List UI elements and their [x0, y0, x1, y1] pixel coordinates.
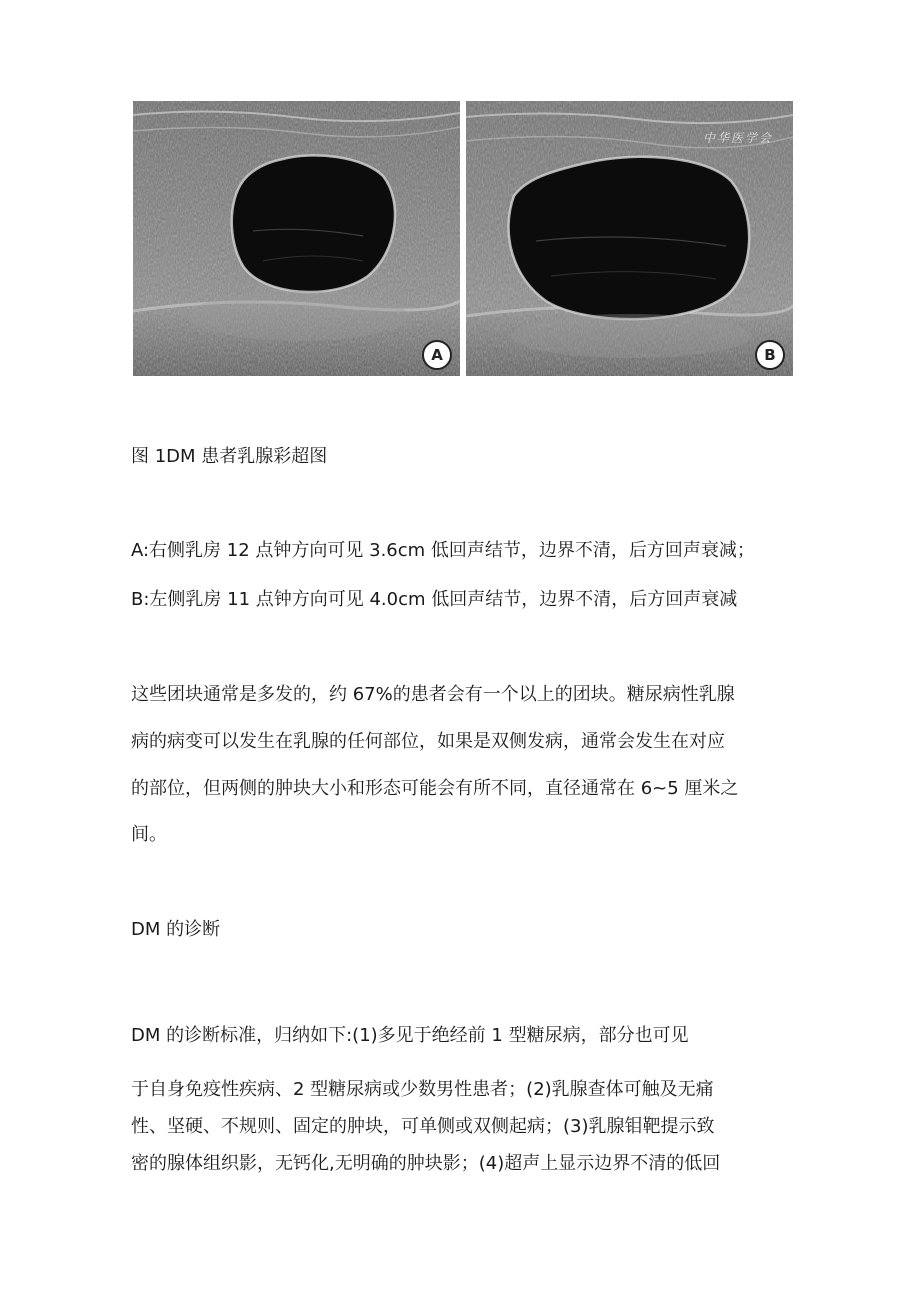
panel-label-b: B [755, 340, 785, 370]
paragraph1-line-3: 的部位，但两侧的肿块大小和形态可能会有所不同，直径通常在 6~5 厘米之 [131, 778, 739, 799]
paragraph2-line-4: 密的腺体组织影，无钙化,无明确的肿块影；(4)超声上显示边界不清的低回 [131, 1153, 721, 1174]
legend-line-b: B:左侧乳房 11 点钟方向可见 4.0cm 低回声结节，边界不清，后方回声衰减 [131, 589, 738, 610]
panel-label-a: A [422, 340, 452, 370]
paragraph2-line-2: 于自身免疫性疾病、2 型糖尿病或少数男性患者；(2)乳腺查体可触及无痛 [131, 1079, 714, 1100]
ultrasound-image-a [133, 101, 460, 376]
paragraph2-line-3: 性、坚硬、不规则、固定的肿块，可单侧或双侧起病；(3)乳腺钼靶提示致 [131, 1116, 715, 1137]
legend-line-a: A:右侧乳房 12 点钟方向可见 3.6cm 低回声结节，边界不清，后方回声衰减； [131, 540, 755, 561]
paragraph1-line-1: 这些团块通常是多发的，约 67%的患者会有一个以上的团块。糖尿病性乳腺 [131, 684, 735, 705]
paragraph2-line-1: DM 的诊断标准，归纳如下:(1)多见于绝经前 1 型糖尿病，部分也可见 [131, 1025, 689, 1046]
journal-watermark: 中华医学会 [702, 131, 773, 145]
section-heading: DM 的诊断 [131, 919, 221, 940]
ultrasound-figure [133, 101, 793, 376]
ultrasound-scan-a [133, 101, 460, 376]
figure-caption: 图 1DM 患者乳腺彩超图 [131, 446, 328, 467]
paragraph1-line-2: 病的病变可以发生在乳腺的任何部位，如果是双侧发病，通常会发生在对应 [131, 731, 725, 752]
paragraph1-line-4: 间。 [131, 824, 167, 845]
ultrasound-image-b [466, 101, 793, 376]
